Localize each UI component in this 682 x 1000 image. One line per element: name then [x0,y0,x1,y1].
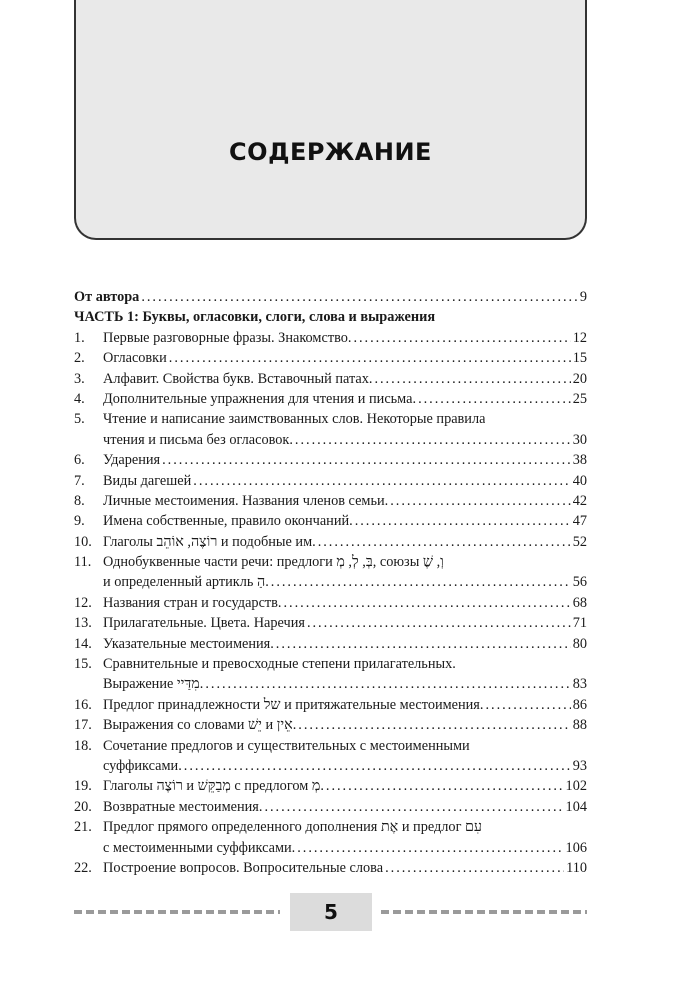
dot-leader [205,674,570,694]
toc-entry-page: 110 [566,859,587,876]
toc-entry-author[interactable] [74,287,587,307]
toc-entry-number: 19. [74,778,92,795]
toc-entry-page: 47 [572,513,587,530]
toc-entry-page: 86 [572,696,587,713]
toc-entry-page: 15 [572,350,587,367]
toc-entry[interactable] [74,471,587,491]
toc-entry-page: 12 [572,329,587,346]
dot-leader [318,532,571,552]
dot-leader [307,613,571,633]
toc-entry[interactable] [74,532,587,552]
toc-entry-title: Сочетание предлогов и существительных с местоименными [103,737,470,754]
toc-entry-title: Глаголы רוֹצֶה и מְבַקֵּשׁ с предлогом מְ. [103,778,324,795]
toc-entry-title: Виды дагешей [103,472,192,489]
table-of-contents [74,287,587,878]
toc-entry[interactable] [74,491,587,511]
toc-entry[interactable] [74,389,587,409]
toc-entry[interactable] [74,858,587,878]
toc-entry[interactable] [74,776,587,796]
toc-entry-title: Предлог принадлежности של и притяжательные местоимения. [103,696,484,713]
toc-entry-page: 68 [572,594,587,611]
toc-entry[interactable] [74,328,587,348]
toc-entry-title: Дополнительные упражнения для чтения и письма. [103,390,417,407]
page-number: 5 [324,900,338,924]
toc-part-heading [74,307,587,327]
toc-entry-title: Прилагательные. Цвета. Наречия [103,615,305,632]
toc-entry-page: 38 [572,452,587,469]
toc-entry-number: 9. [74,513,85,530]
toc-entry-number: 7. [74,472,85,489]
toc-entry-number: 13. [74,615,92,632]
toc-entry-title: Глаголы רוֹצֶה, אוֹהֵב и подобные им. [103,533,316,550]
toc-entry-page: 20 [572,370,587,387]
toc-entry-number: 1. [74,329,85,346]
dot-leader [141,287,578,307]
toc-entry-number: 5. [74,411,85,428]
toc-entry-title: Предлог прямого определенного дополнения אֶת и предлог עִם [103,819,483,836]
toc-entry-number: 2. [74,350,85,367]
toc-entry-number: 8. [74,492,85,509]
toc-entry-number: 16. [74,696,92,713]
toc-entry[interactable] [74,409,587,450]
toc-entry-number: 10. [74,533,92,550]
toc-entry-number: 12. [74,594,92,611]
toc-entry-number: 4. [74,390,85,407]
toc-entry[interactable] [74,715,587,735]
toc-entry-number: 21. [74,819,92,836]
toc-entry-title: Выражения со словами יֵשׁ и אֵין. [103,717,297,734]
toc-items-list [74,328,587,879]
toc-entry-page: 83 [572,676,587,693]
toc-entry-title: Личные местоимения. Названия членов семьи. [103,492,389,509]
page-title: СОДЕРЖАНИЕ [229,138,432,166]
toc-entry-page: 88 [572,717,587,734]
toc-entry-number: 18. [74,737,92,754]
toc-entry-title: Построение вопросов. Вопросительные слова [103,859,384,876]
toc-entry-number: 14. [74,635,92,652]
dot-leader [284,593,571,613]
toc-entry-number: 3. [74,370,85,387]
toc-entry-page: 93 [572,757,587,774]
toc-entry[interactable] [74,369,587,389]
toc-entry[interactable] [74,797,587,817]
toc-entry-number: 22. [74,859,92,876]
toc-entry-title: Ударения [103,452,161,469]
toc-entry-page: 42 [572,492,587,509]
toc-entry[interactable] [74,348,587,368]
toc-entry[interactable] [74,695,587,715]
dot-leader [326,776,564,796]
toc-entry-page: 102 [565,778,587,795]
toc-entry-page: 52 [572,533,587,550]
dot-leader [184,756,571,776]
toc-entry-page: 56 [572,574,587,591]
toc-entry-title: Названия стран и государств. [103,594,282,611]
footer-dash-rule-left [74,910,280,914]
dot-leader [297,838,563,858]
dot-leader [298,715,570,735]
toc-entry-title: Алфавит. Свойства букв. Вставочный патах. [103,370,373,387]
toc-entry-title: Указательные местоимения. [103,635,274,652]
toc-entry-page: 106 [565,839,587,856]
toc-entry-page: 104 [565,798,587,815]
dot-leader [276,634,571,654]
dot-leader [169,348,571,368]
toc-entry[interactable] [74,552,587,593]
toc-entry[interactable] [74,511,587,531]
toc-entry-title: Чтение и написание заимствованных слов. Некоторые правила [103,411,486,428]
toc-entry-page: 30 [572,431,587,448]
dot-leader [193,471,570,491]
toc-entry-title: Сравнительные и превосходные степени прилагательных. [103,656,456,673]
toc-entry-title: чтения и письма без огласовок. [103,431,293,448]
toc-entry-number: 15. [74,656,92,673]
dot-leader [353,328,570,348]
toc-entry-title: суффиксами. [103,757,182,774]
toc-entry[interactable] [74,736,587,777]
toc-entry-title: От автора [74,289,140,305]
toc-entry-page: 80 [572,635,587,652]
toc-entry[interactable] [74,450,587,470]
page-footer [74,893,587,933]
toc-entry-page: 40 [572,472,587,489]
toc-entry-page: 9 [579,289,587,305]
dot-leader [295,430,571,450]
toc-entry[interactable] [74,654,587,695]
toc-entry-title: с местоименными суффиксами. [103,839,296,856]
title-banner [74,0,587,240]
dot-leader [374,369,570,389]
toc-entry-number: 17. [74,717,92,734]
dot-leader [162,450,571,470]
toc-entry-title: Выражение מִדַּיי. [103,676,204,693]
toc-entry-title: Огласовки [103,350,167,367]
toc-entry[interactable] [74,817,587,858]
toc-entry-page: 71 [572,615,587,632]
toc-entry-title: и определенный артикль הַ. [103,574,269,591]
toc-entry[interactable] [74,613,587,633]
toc-entry-number: 6. [74,452,85,469]
part-heading-text: ЧАСТЬ 1: Буквы, огласовки, слоги, слова и выражения [74,309,436,326]
footer-dash-rule-right [381,910,587,914]
page-number-box [290,893,372,931]
toc-entry-title: Однобуквенные части речи: предлоги בְּ, לְ, מְ, союзы וְ, שֶׁ [103,554,444,571]
toc-entry-title: Первые разговорные фразы. Знакомство. [103,329,352,346]
dot-leader [355,511,571,531]
toc-entry-title: Возвратные местоимения. [103,798,263,815]
toc-entry-number: 20. [74,798,92,815]
dot-leader [418,389,571,409]
toc-entry-page: 25 [572,390,587,407]
dot-leader [264,797,563,817]
toc-entry-number: 11. [74,554,92,571]
dot-leader [390,491,570,511]
toc-entry-title: Имена собственные, правило окончаний. [103,513,353,530]
toc-entry[interactable] [74,593,587,613]
dot-leader [271,572,571,592]
toc-entry[interactable] [74,634,587,654]
dot-leader [485,695,570,715]
dot-leader [385,858,564,878]
